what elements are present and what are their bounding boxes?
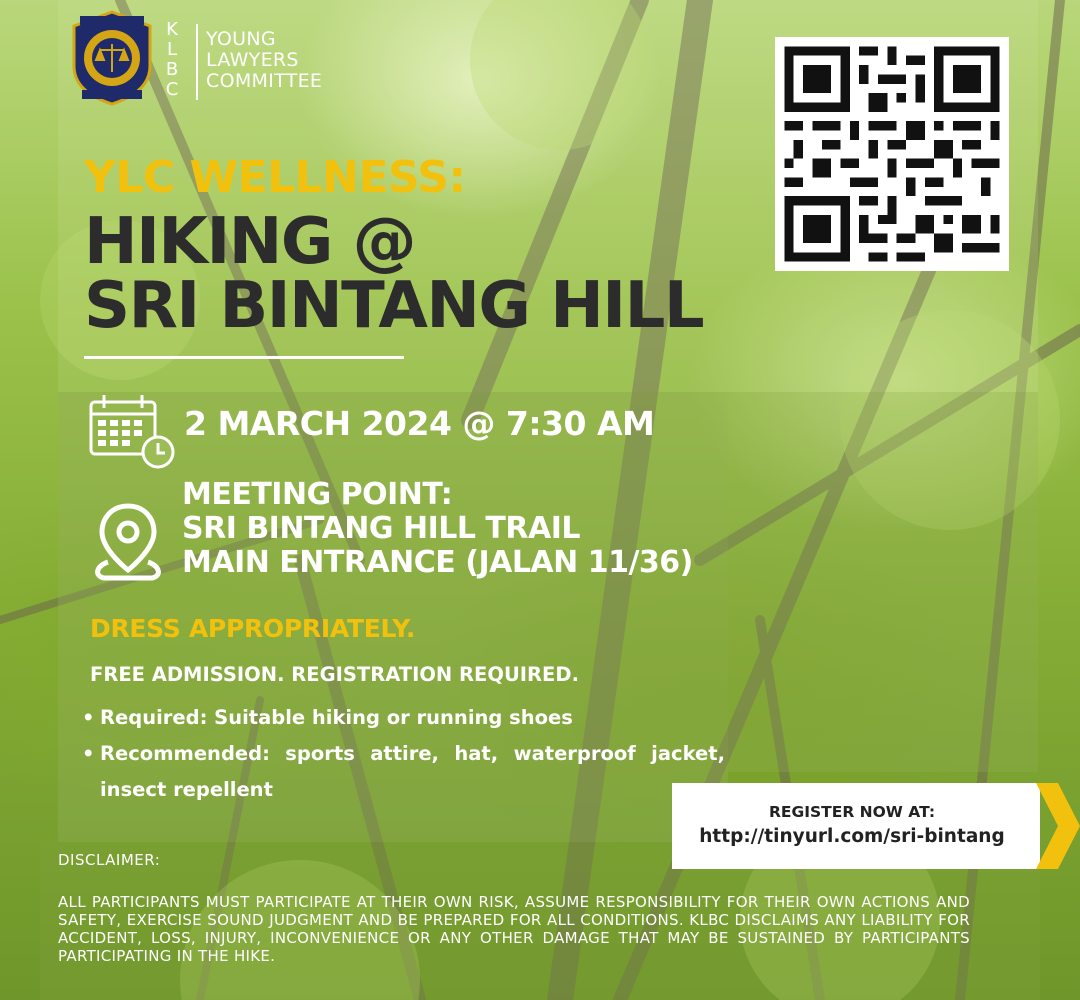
disclaimer-heading: DISCLAIMER: bbox=[58, 851, 161, 869]
requirements-list bbox=[80, 700, 725, 808]
meeting-point-line: MEETING POINT: bbox=[182, 477, 453, 512]
series-title: YLC WELLNESS: bbox=[84, 152, 466, 203]
committee-line: LAWYERS bbox=[206, 49, 299, 71]
logo-divider bbox=[196, 24, 198, 100]
list-item: • Recommended: sports attire, hat, waterproof jacket, insect repellent bbox=[80, 736, 725, 808]
bar-malaysia-seal-logo bbox=[70, 10, 154, 106]
disclaimer-text: ALL PARTICIPANTS MUST PARTICIPATE AT THEIR OWN RISK, ASSUME RESPONSIBILITY FOR THEIR OWN ACTIONS AND SAFETY, EXERCISE SOUND JUDGMENT AND BE PREPARED FOR ALL CONDITIONS. KLBC DISCLAIMS ANY LIABILITY FOR ACCIDENT, LOSS, INJURY, INCONVENIENCE OR ANY OTHER DAMAGE THAT MAY BE SUSTAINED BY PARTICIPANTS PARTICIPATING IN THE HIKE. bbox=[58, 893, 970, 965]
title-underline bbox=[84, 356, 404, 359]
committee-name bbox=[206, 29, 322, 92]
qr-code-icon[interactable] bbox=[775, 37, 1009, 271]
register-link[interactable]: http://tinyurl.com/sri-bintang bbox=[699, 826, 1005, 847]
meeting-point bbox=[182, 478, 693, 580]
side-overlay bbox=[728, 392, 1038, 772]
dress-code-note: DRESS APPROPRIATELY. bbox=[90, 614, 416, 643]
event-title bbox=[84, 205, 704, 343]
committee-line: YOUNG bbox=[206, 28, 276, 50]
klbc-vertical-logotype: K L B C bbox=[165, 19, 179, 100]
register-label: REGISTER NOW AT: bbox=[768, 803, 936, 821]
chevron-right-icon bbox=[1036, 783, 1080, 869]
event-title-line: HIKING @ bbox=[84, 205, 416, 279]
meeting-point-line: MAIN ENTRANCE (JALAN 11/36) bbox=[182, 545, 693, 580]
event-title-line: SRI BINTANG HILL bbox=[84, 269, 704, 343]
event-date-time: 2 MARCH 2024 @ 7:30 AM bbox=[184, 404, 655, 443]
committee-line: COMMITTEE bbox=[206, 70, 323, 92]
list-item: • Required: Suitable hiking or running shoes bbox=[80, 700, 725, 736]
location-pin-icon bbox=[90, 500, 166, 584]
meeting-point-line: SRI BINTANG HILL TRAIL bbox=[182, 511, 580, 546]
calendar-clock-icon bbox=[88, 390, 178, 470]
admission-note: FREE ADMISSION. REGISTRATION REQUIRED. bbox=[90, 663, 579, 686]
